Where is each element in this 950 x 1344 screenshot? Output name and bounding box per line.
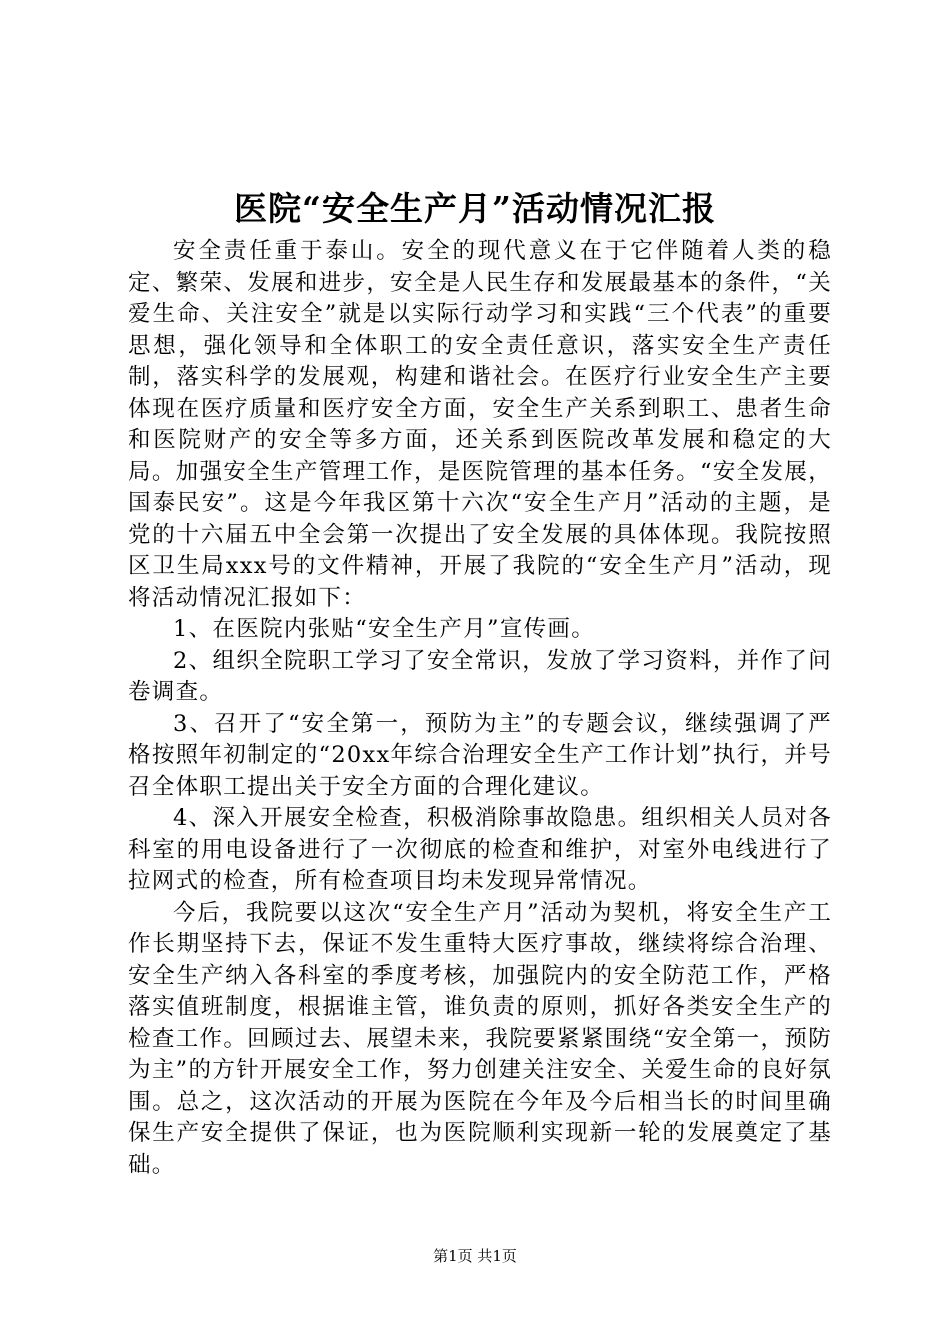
document-title: 医院“安全生产月”活动情况汇报 (234, 189, 716, 228)
page-number-footer: 第1页 共1页 (433, 1247, 517, 1265)
paragraph-item-2: 2、组织全院职工学习了安全常识，发放了学习资料，并作了问卷调查。 (128, 647, 832, 705)
paragraph-intro: 安全责任重于泰山。安全的现代意义在于它伴随着人类的稳定、繁荣、发展和进步，安全是人民生存和发展最基本的条件，“关爱生命、关注安全”就是以实际行动学习和实践“三个代表”的重要思想，强化领导和全体职工的安全责任意识，落实安全生产责任制，落实科学的发展观，构建和谐社会。在医疗行业安全生产主要体现在医疗质量和医疗安全方面，安全生产关系到职工、患者生命和医院财产的安全等多方面，还关系到医院改革发展和稳定的大局。加强安全生产管理工作，是医院管理的基本任务。“安全发展，国泰民安”。这是今年我区第十六次“安全生产月”活动的主题，是党的十六届五中全会第一次提出了安全发展的具体体现。我院按照区卫生局xxx号的文件精神，开展了我院的“安全生产月”活动，现将活动情况汇报如下： (128, 238, 832, 611)
paragraph-item-4: 4、深入开展安全检查，积极消除事故隐患。组织相关人员对各科室的用电设备进行了一次彻底的检查和维护，对室外电线进行了拉网式的检查，所有检查项目均未发现异常情况。 (128, 805, 832, 894)
document-body (128, 236, 832, 1181)
paragraph-item-1: 1、在医院内张贴“安全生产月”宣传画。 (173, 616, 596, 642)
paragraph-conclusion: 今后，我院要以这次“安全生产月”活动为契机，将安全生产工作长期坚持下去，保证不发生重特大医疗事故，继续将综合治理、安全生产纳入各科室的季度考核，加强院内的安全防范工作，严格落实值班制度，根据谁主管，谁负责的原则，抓好各类安全生产的检查工作。回顾过去、展望未来，我院要紧紧围绕“安全第一，预防为主”的方针开展安全工作，努力创建关注安全、关爱生命的良好氛围。总之，这次活动的开展为医院在今年及今后相当长的时间里确保生产安全提供了保证，也为医院顺利实现新一轮的发展奠定了基础。 (128, 899, 832, 1178)
paragraph-item-3: 3、召开了“安全第一，预防为主”的专题会议，继续强调了严格按照年初制定的“20xx年综合治理安全生产工作计划”执行，并号召全体职工提出关于安全方面的合理化建议。 (128, 710, 832, 800)
